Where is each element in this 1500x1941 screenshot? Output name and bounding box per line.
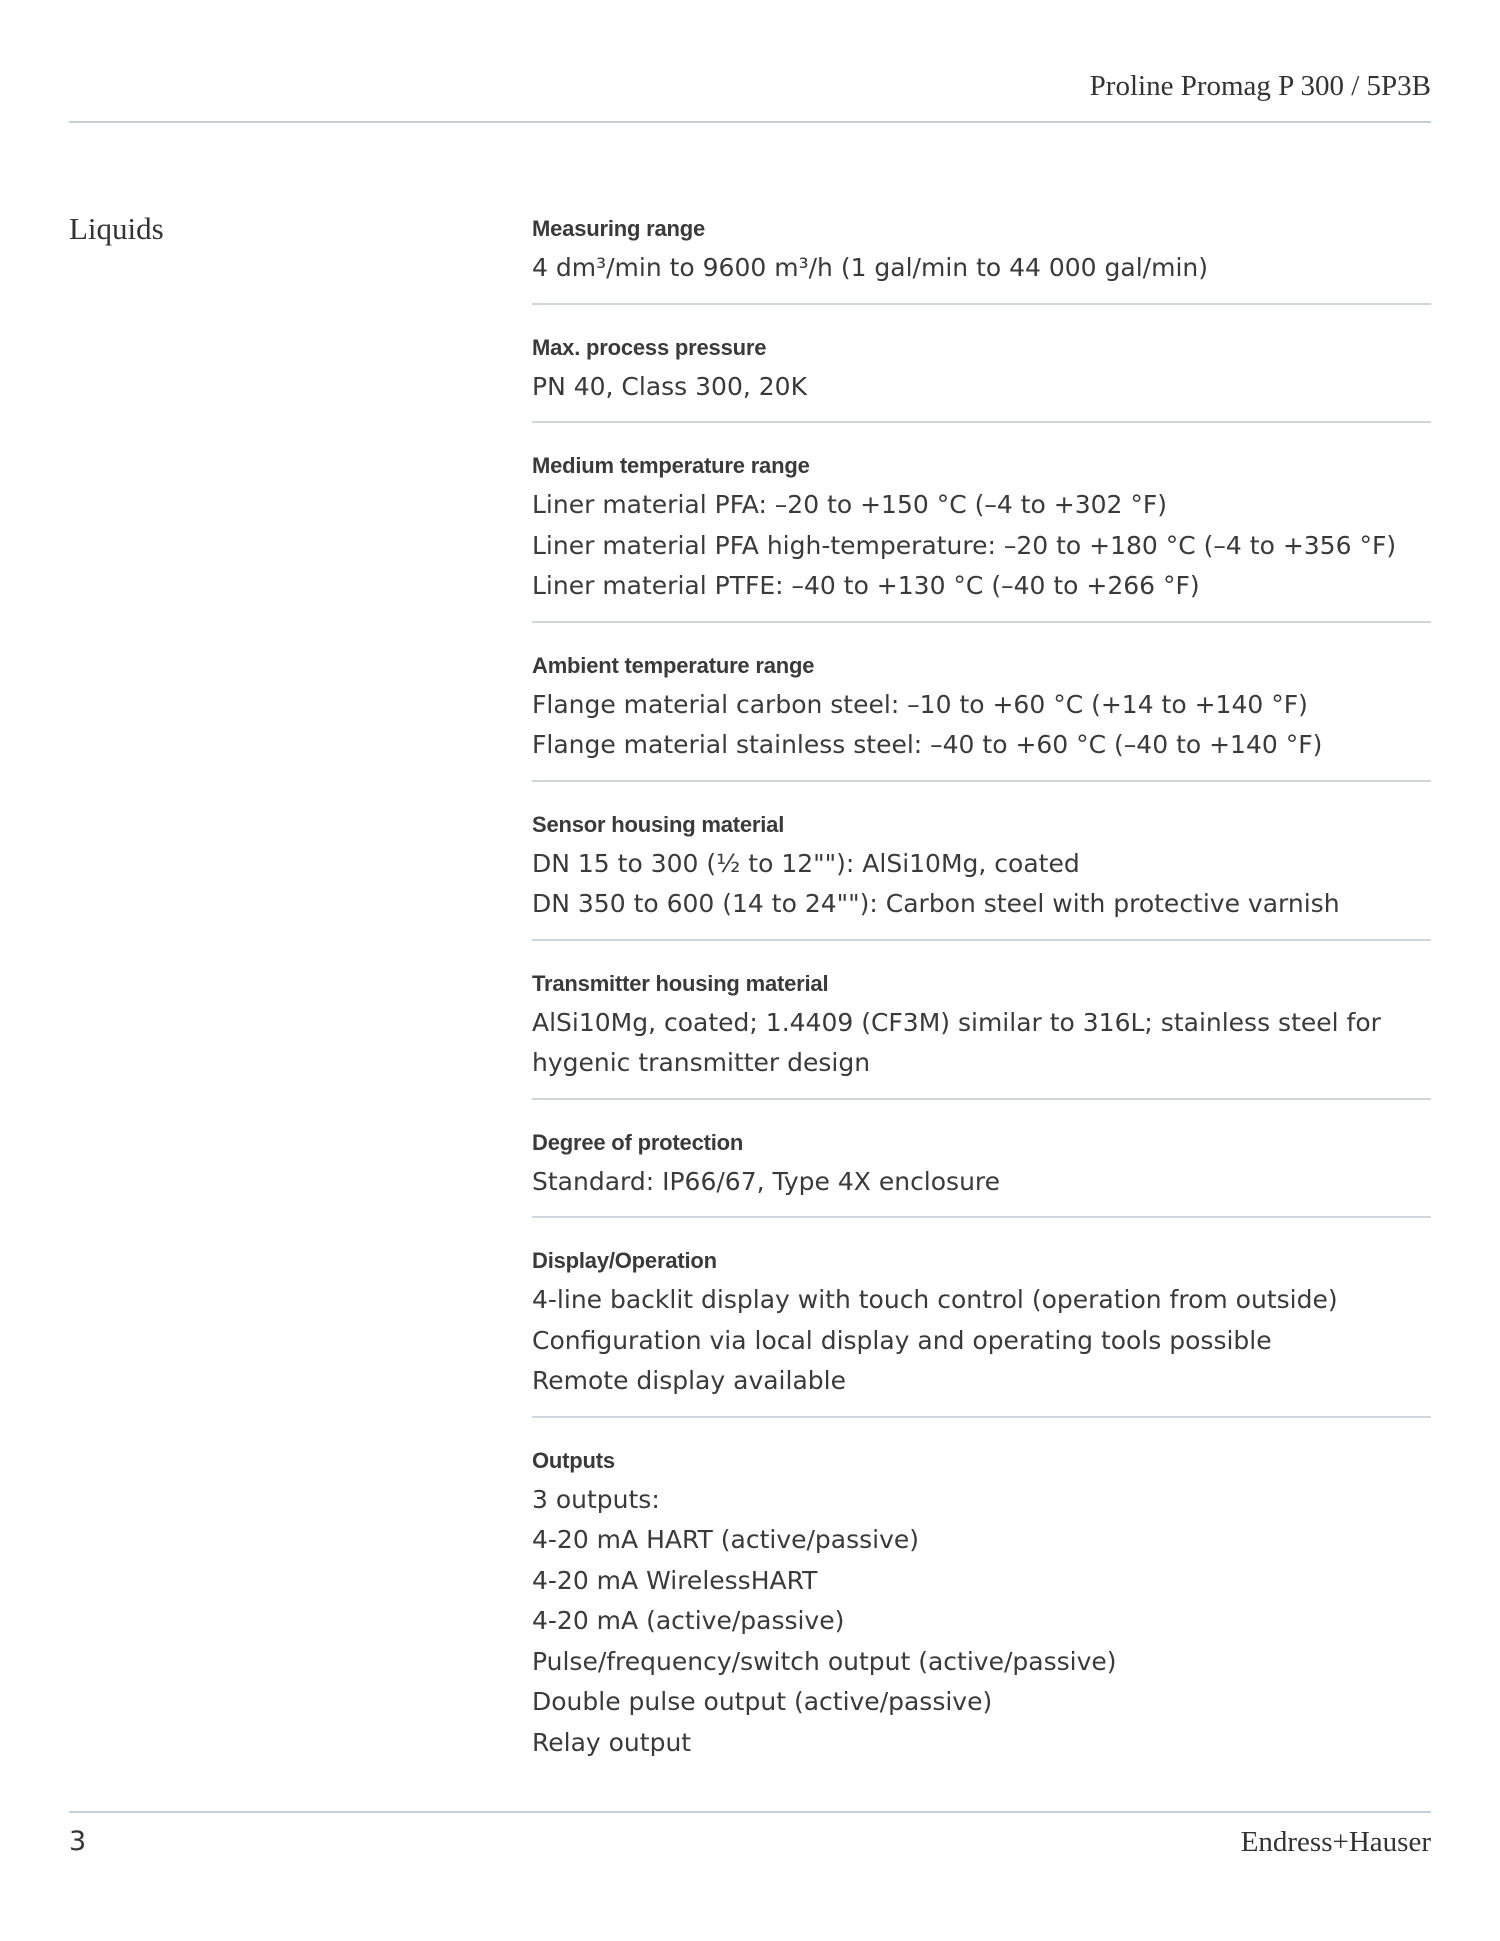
spec-value: Flange material stainless steel: –40 to +60 °C (–40 to +140 °F)	[532, 730, 1323, 759]
spec-ambient-temperature-range	[532, 651, 1431, 782]
spec-list	[532, 214, 1431, 1777]
document-title: Proline Promag P 300 / 5P3B	[1089, 70, 1431, 102]
spec-title: Medium temperature range	[532, 453, 810, 478]
spec-value: AlSi10Mg, coated; 1.4409 (CF3M) similar to 316L; stainless steel for hygenic transmitter design	[532, 1007, 1381, 1077]
spec-value: 4-20 mA HART (active/passive)	[532, 1525, 920, 1554]
spec-value: Pulse/frequency/switch output (active/passive)	[532, 1646, 1117, 1676]
spec-outputs	[532, 1446, 1431, 1778]
spec-value: Relay output	[532, 1727, 692, 1757]
spec-value: Liner material PTFE: –40 to +130 °C (–40 to +266 °F)	[532, 571, 1200, 600]
spec-medium-temperature-range	[532, 451, 1431, 623]
spec-title: Sensor housing material	[532, 811, 785, 837]
spec-value: 4 dm³/min to 9600 m³/h (1 gal/min to 44 000 gal/min)	[532, 253, 1208, 282]
spec-title: Degree of protection	[532, 1129, 744, 1155]
spec-value: Standard: IP66/67, Type 4X enclosure	[532, 1166, 1001, 1196]
spec-transmitter-housing-material	[532, 969, 1431, 1100]
spec-measuring-range	[532, 214, 1431, 305]
spec-degree-of-protection	[532, 1128, 1431, 1219]
spec-value: DN 15 to 300 (½ to 12""): AlSi10Mg, coated	[532, 848, 1080, 878]
spec-value: 4-line backlit display with touch control (operation from outside)	[532, 1285, 1338, 1314]
spec-title: Max. process pressure	[532, 334, 767, 360]
brand-name: Endress+Hauser	[1240, 1826, 1431, 1858]
spec-title: Display/Operation	[532, 1248, 717, 1273]
spec-display-operation	[532, 1246, 1431, 1418]
footer-divider	[69, 1811, 1431, 1813]
page-number: 3	[69, 1826, 87, 1857]
spec-value: Liner material PFA high-temperature: –20 to +180 °C (–4 to +356 °F)	[532, 530, 1397, 560]
spec-title: Transmitter housing material	[532, 970, 829, 996]
spec-title: Outputs	[532, 1447, 615, 1473]
spec-value: 3 outputs:	[532, 1484, 660, 1514]
section-label: Liquids	[69, 211, 164, 246]
header-divider	[69, 121, 1431, 123]
spec-title: Ambient temperature range	[532, 652, 815, 678]
spec-sensor-housing-material	[532, 810, 1431, 941]
spec-value: 4-20 mA WirelessHART	[532, 1565, 818, 1595]
spec-value: Flange material carbon steel: –10 to +60 °C (+14 to +140 °F)	[532, 689, 1308, 719]
spec-value: Liner material PFA: –20 to +150 °C (–4 to +302 °F)	[532, 490, 1168, 519]
spec-value: 4-20 mA (active/passive)	[532, 1606, 845, 1635]
spec-value: Double pulse output (active/passive)	[532, 1687, 993, 1716]
spec-value: Remote display available	[532, 1366, 846, 1395]
spec-max-process-pressure	[532, 333, 1431, 424]
spec-value: Configuration via local display and operating tools possible	[532, 1325, 1272, 1355]
spec-title: Measuring range	[532, 216, 706, 241]
spec-value: PN 40, Class 300, 20K	[532, 371, 807, 401]
spec-value: DN 350 to 600 (14 to 24""): Carbon steel with protective varnish	[532, 889, 1340, 918]
